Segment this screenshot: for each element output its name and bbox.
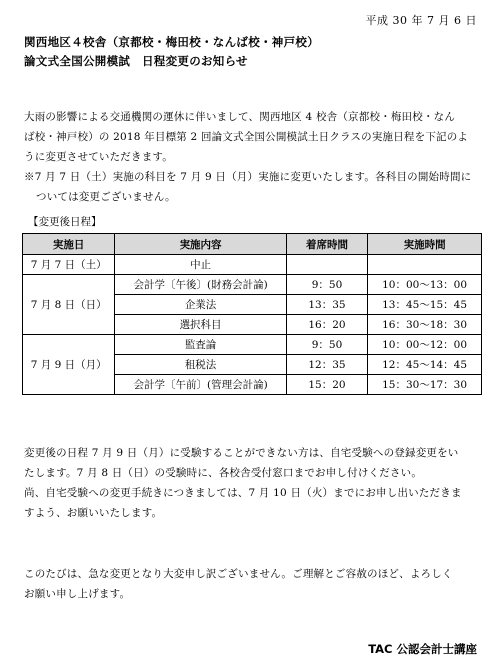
date-cell: 7 月 8 日（日） (23, 275, 115, 335)
title-line-2: 論文式全国公開模試 日程変更のお知らせ (24, 54, 248, 68)
column-header-date: 実施日 (23, 234, 115, 255)
seat-time-cell: 12：35 (286, 355, 367, 375)
exam-time-cell: 10：00〜12：00 (368, 335, 482, 355)
table-row (23, 275, 482, 295)
schedule-section-label: 【変更後日程】 (28, 216, 102, 228)
title-line-1: 関西地区４校舎（京都校・梅田校・なんば校・神戸校） (24, 35, 319, 49)
column-header-content: 実施内容 (115, 234, 286, 255)
exam-time-cell: 10：00〜13：00 (368, 275, 482, 295)
seat-time-cell: 15：20 (286, 375, 367, 395)
content-cell: 企業法 (115, 295, 286, 315)
document-date: 平成 30 年 7 月 6 日 (365, 14, 477, 27)
content-cell: 監査論 (115, 335, 286, 355)
table-header-row (23, 234, 482, 255)
closing-line: お願い申し上げます。 (24, 588, 131, 600)
schedule-table (22, 233, 482, 395)
after-line: たします。7 月 8 日（日）の受験時に、各校舎受付窓口までお申し付けください。 (24, 467, 423, 479)
intro-note-line: ついては変更ございません。 (36, 191, 176, 203)
content-cell: 会計学〔午前〕(管理会計論) (115, 375, 286, 395)
seat-time-cell: 9：50 (286, 335, 367, 355)
table-row (23, 255, 482, 275)
after-line: 変更後の日程 7 月 9 日（月）に受験することができない方は、自宅受験への登録変更をい (24, 447, 459, 459)
intro-note-line: ※7 月 7 日（土）実施の科目を 7 月 9 日（月）実施に変更いたします。各科目の開始時間に (24, 171, 472, 183)
seat-time-cell: 13：35 (286, 295, 367, 315)
date-cell: 7 月 7 日（土） (23, 255, 115, 275)
content-cell: 租税法 (115, 355, 286, 375)
column-header-seat-time: 着席時間 (286, 234, 367, 255)
intro-line: 大雨の影響による交通機関の運休に伴いまして、関西地区 4 校舎（京都校・梅田校・なん (24, 111, 456, 123)
content-cell: 中止 (115, 255, 286, 275)
date-cell: 7 月 9 日（月） (23, 335, 115, 395)
column-header-exam-time: 実施時間 (368, 234, 482, 255)
closing-paragraph (24, 564, 484, 604)
intro-paragraph (24, 107, 484, 207)
organization-name: TAC 公認会計士講座 (368, 642, 477, 656)
seat-time-cell (286, 255, 367, 275)
content-cell: 会計学〔午後〕(財務会計論) (115, 275, 286, 295)
after-line: すよう、お願いいたします。 (24, 507, 163, 519)
seat-time-cell: 16：20 (286, 315, 367, 335)
exam-time-cell: 15：30〜17：30 (368, 375, 482, 395)
exam-time-cell: 16：30〜18：30 (368, 315, 482, 335)
intro-line: うに変更させていただきます。 (24, 151, 173, 163)
exam-time-cell: 13：45〜15：45 (368, 295, 482, 315)
closing-line: このたびは、急な変更となり大変申し訳ございません。ご理解とご容赦のほど、よろしく (24, 568, 453, 580)
content-cell: 選択科目 (115, 315, 286, 335)
after-line: 尚、自宅受験への変更手続きにつきましては、7 月 10 日（火）までにお申し出いただきま (24, 487, 462, 499)
exam-time-cell: 12：45〜14：45 (368, 355, 482, 375)
table-row (23, 335, 482, 355)
intro-line: ば校・神戸校）の 2018 年目標第 2 回論文式全国公開模試土日クラスの実施日程を下記のよ (24, 131, 469, 143)
after-change-paragraph (24, 443, 484, 523)
exam-time-cell (368, 255, 482, 275)
seat-time-cell: 9：50 (286, 275, 367, 295)
